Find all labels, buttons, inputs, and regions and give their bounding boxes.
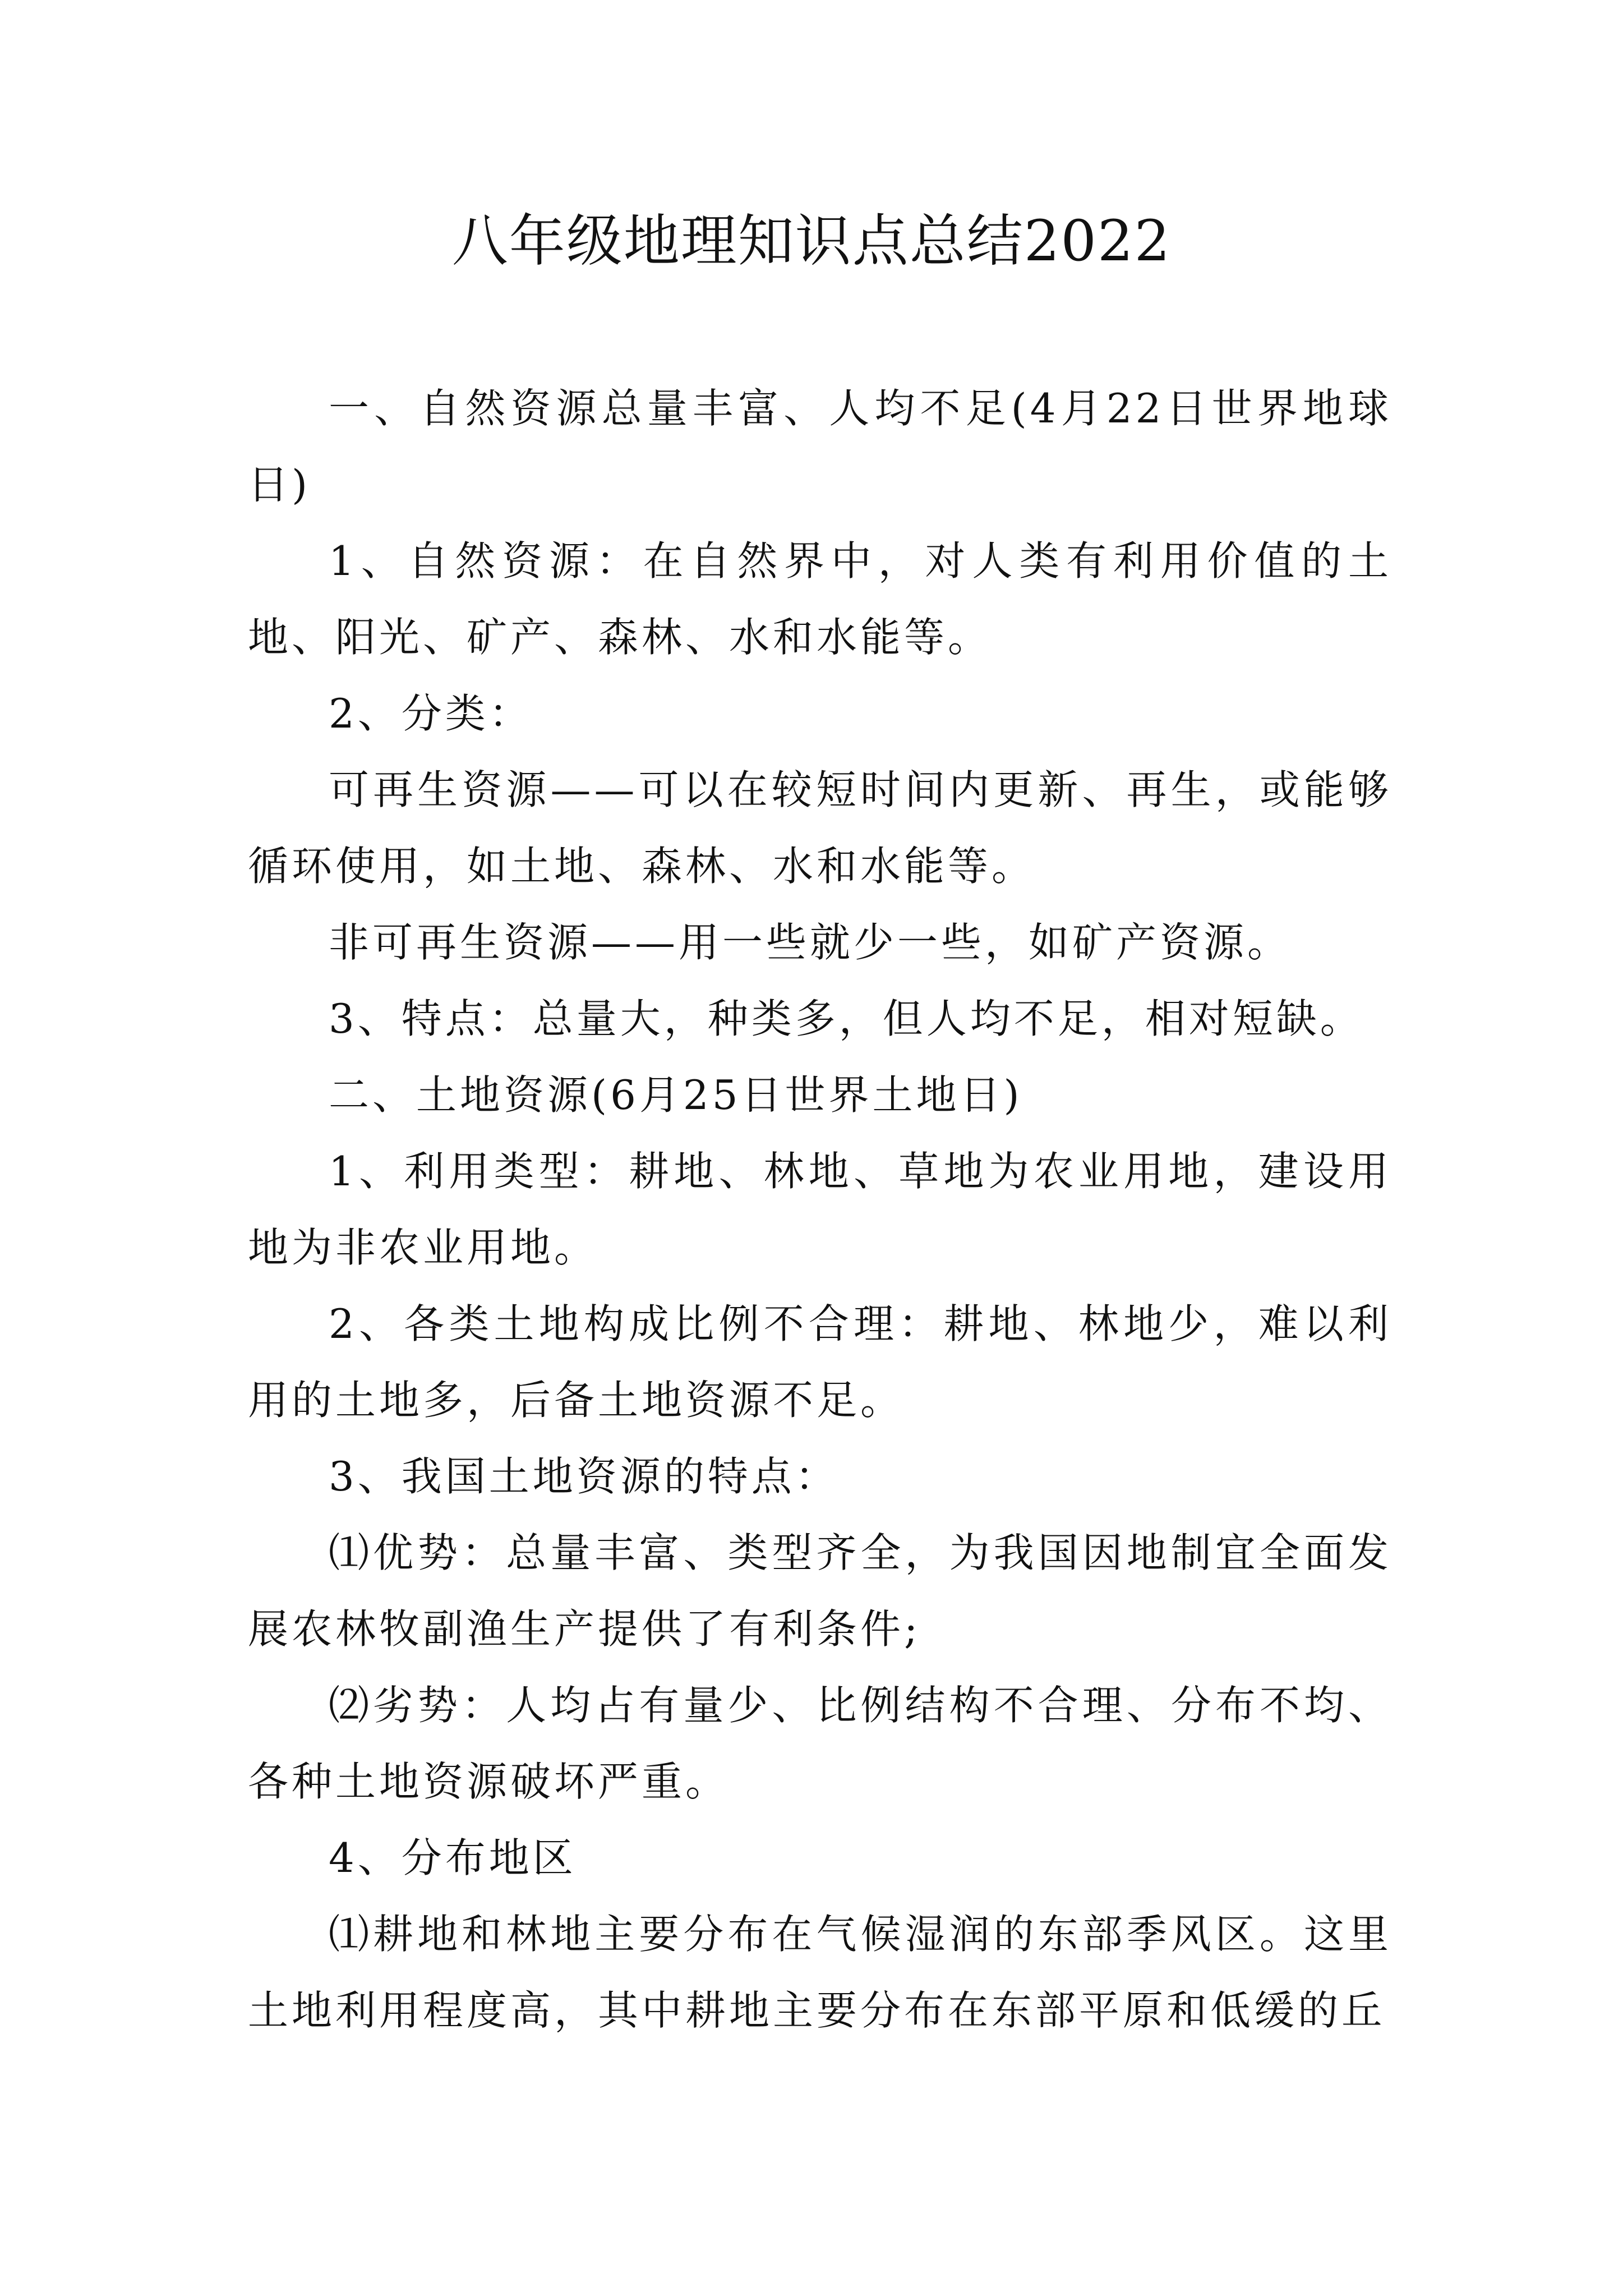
paragraph-land-features-heading: 3、我国土地资源的特点： (329, 1453, 839, 1500)
paragraph-section-2-heading: 二、土地资源(6月25日世界土地日) (329, 1071, 1023, 1119)
paragraph-characteristics: 3、特点：总量大，种类多，但人均不足，相对短缺。 (329, 995, 1364, 1042)
paragraph-classification-heading: 2、分类： (329, 690, 533, 737)
paragraph-section-1-heading: 一、自然资源总量丰富、人均不足(4月22日世界地球日) (248, 385, 1392, 508)
paragraph-land-proportion: 2、各类土地构成比例不合理：耕地、林地少，难以利用的土地多，后备土地资源不足。 (248, 1300, 1392, 1424)
document-body (248, 370, 1392, 2049)
paragraph-land-use-types: 1、利用类型：耕地、林地、草地为农业用地，建设用地为非农业用地。 (248, 1148, 1392, 1271)
document-title: 八年级地理知识点总结2022 (451, 208, 1172, 274)
paragraph-advantages: ⑴优势：总量丰富、类型齐全，为我国因地制宜全面发展农林牧副渔生产提供了有利条件; (248, 1529, 1392, 1653)
paragraph-distribution-heading: 4、分布地区 (329, 1834, 577, 1881)
paragraph-disadvantages: ⑵劣势：人均占有量少、比例结构不合理、分布不均、各种土地资源破坏严重。 (248, 1682, 1392, 1805)
paragraph-nonrenewable-resources: 非可再生资源——用一些就少一些，如矿产资源。 (329, 919, 1292, 966)
paragraph-natural-resources-definition: 1、自然资源：在自然界中，对人类有利用价值的土地、阳光、矿产、森林、水和水能等。 (248, 537, 1392, 661)
paragraph-farmland-distribution: ⑴耕地和林地主要分布在气候湿润的东部季风区。这里土地利用程度高，其中耕地主要分布在东部平原和低缓的丘 (248, 1911, 1392, 2034)
paragraph-renewable-resources: 可再生资源——可以在较短时间内更新、再生，或能够循环使用，如土地、森林、水和水能等。 (248, 766, 1392, 890)
